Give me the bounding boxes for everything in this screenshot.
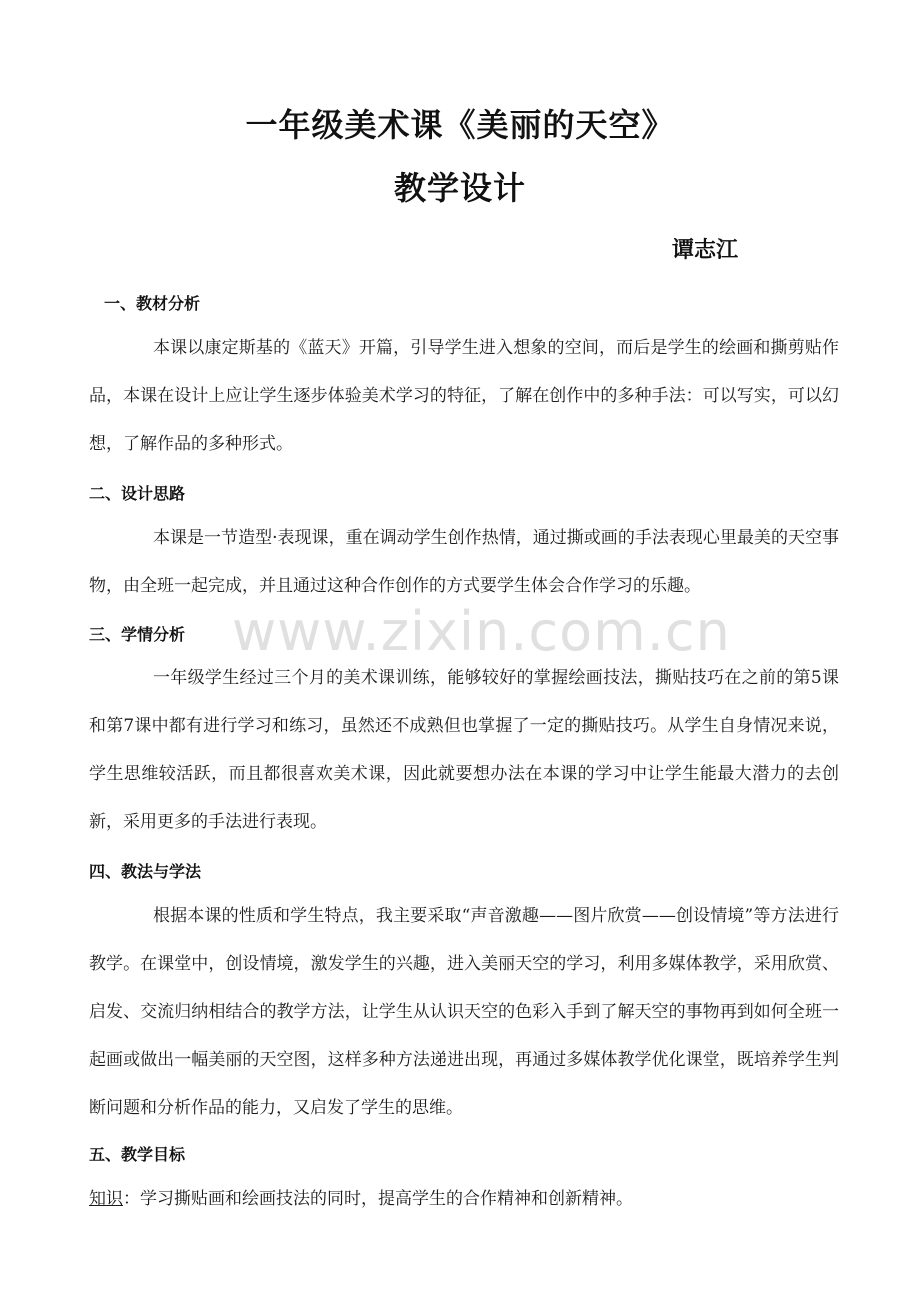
section-paragraph-methods: 根据本课的性质和学生特点，我主要采取“声音激趣——图片欣赏——创设情境”等方法进行教学。在课堂中，创设情境，激发学生的兴趣，进入美丽天空的学习，利用多媒体教学，采用欣赏、启发、交流归纳相结合的教学方法，让学生从认识天空的色彩入手到了解天空的事物再到如何全班一起画或做出一幅美丽的天空图，这样多种方法递进出现，再通过多媒体教学优化课堂，既培养学生判断问题和分析作品的能力，又启发了学生的思维。 — [89, 906, 839, 1118]
section-heading-goals: 五、教学目标 — [89, 1145, 186, 1164]
section-heading-design: 二、设计思路 — [89, 484, 186, 503]
section-heading-methods: 四、教法与学法 — [89, 862, 202, 881]
knowledge-goal — [89, 1183, 839, 1215]
section-paragraph-materials: 本课以康定斯基的《蓝天》开篇，引导学生进入想象的空间，而后是学生的绘画和撕剪贴作品，本课在设计上应让学生逐步体验美术学习的特征，了解在创作中的多种手法：可以写实，可以幻想，了解作品的多种形式。 — [89, 338, 839, 454]
watermark: www.zixin.com.cn — [232, 600, 731, 663]
section-heading-students: 三、学情分析 — [89, 625, 186, 644]
section-heading-materials: 一、教材分析 — [104, 294, 201, 313]
section-paragraph-students: 一年级学生经过三个月的美术课训练，能够较好的掌握绘画技法，撕贴技巧在之前的第5课和第7课中都有进行学习和练习，虽然还不成熟但也掌握了一定的撕贴技巧。从学生自身情况来说，学生思维较活跃，而且都很喜欢美术课，因此就要想办法在本课的学习中让学生能最大潜力的去创新，采用更多的手法进行表现。 — [89, 668, 839, 832]
document-title: 一年级美术课《美丽的天空》 — [245, 106, 675, 144]
document-subtitle: 教学设计 — [393, 169, 526, 207]
knowledge-text: ：学习撕贴画和绘画技法的同时，提高学生的合作精神和创新精神。 — [123, 1189, 633, 1209]
section-paragraph-design: 本课是一节造型·表现课，重在调动学生创作热情，通过撕或画的手法表现心里最美的天空事物，由全班一起完成，并且通过这种合作创作的方式要学生体会合作学习的乐趣。 — [89, 528, 839, 596]
knowledge-label: 知识 — [89, 1189, 123, 1209]
author-name: 谭志江 — [672, 238, 739, 263]
